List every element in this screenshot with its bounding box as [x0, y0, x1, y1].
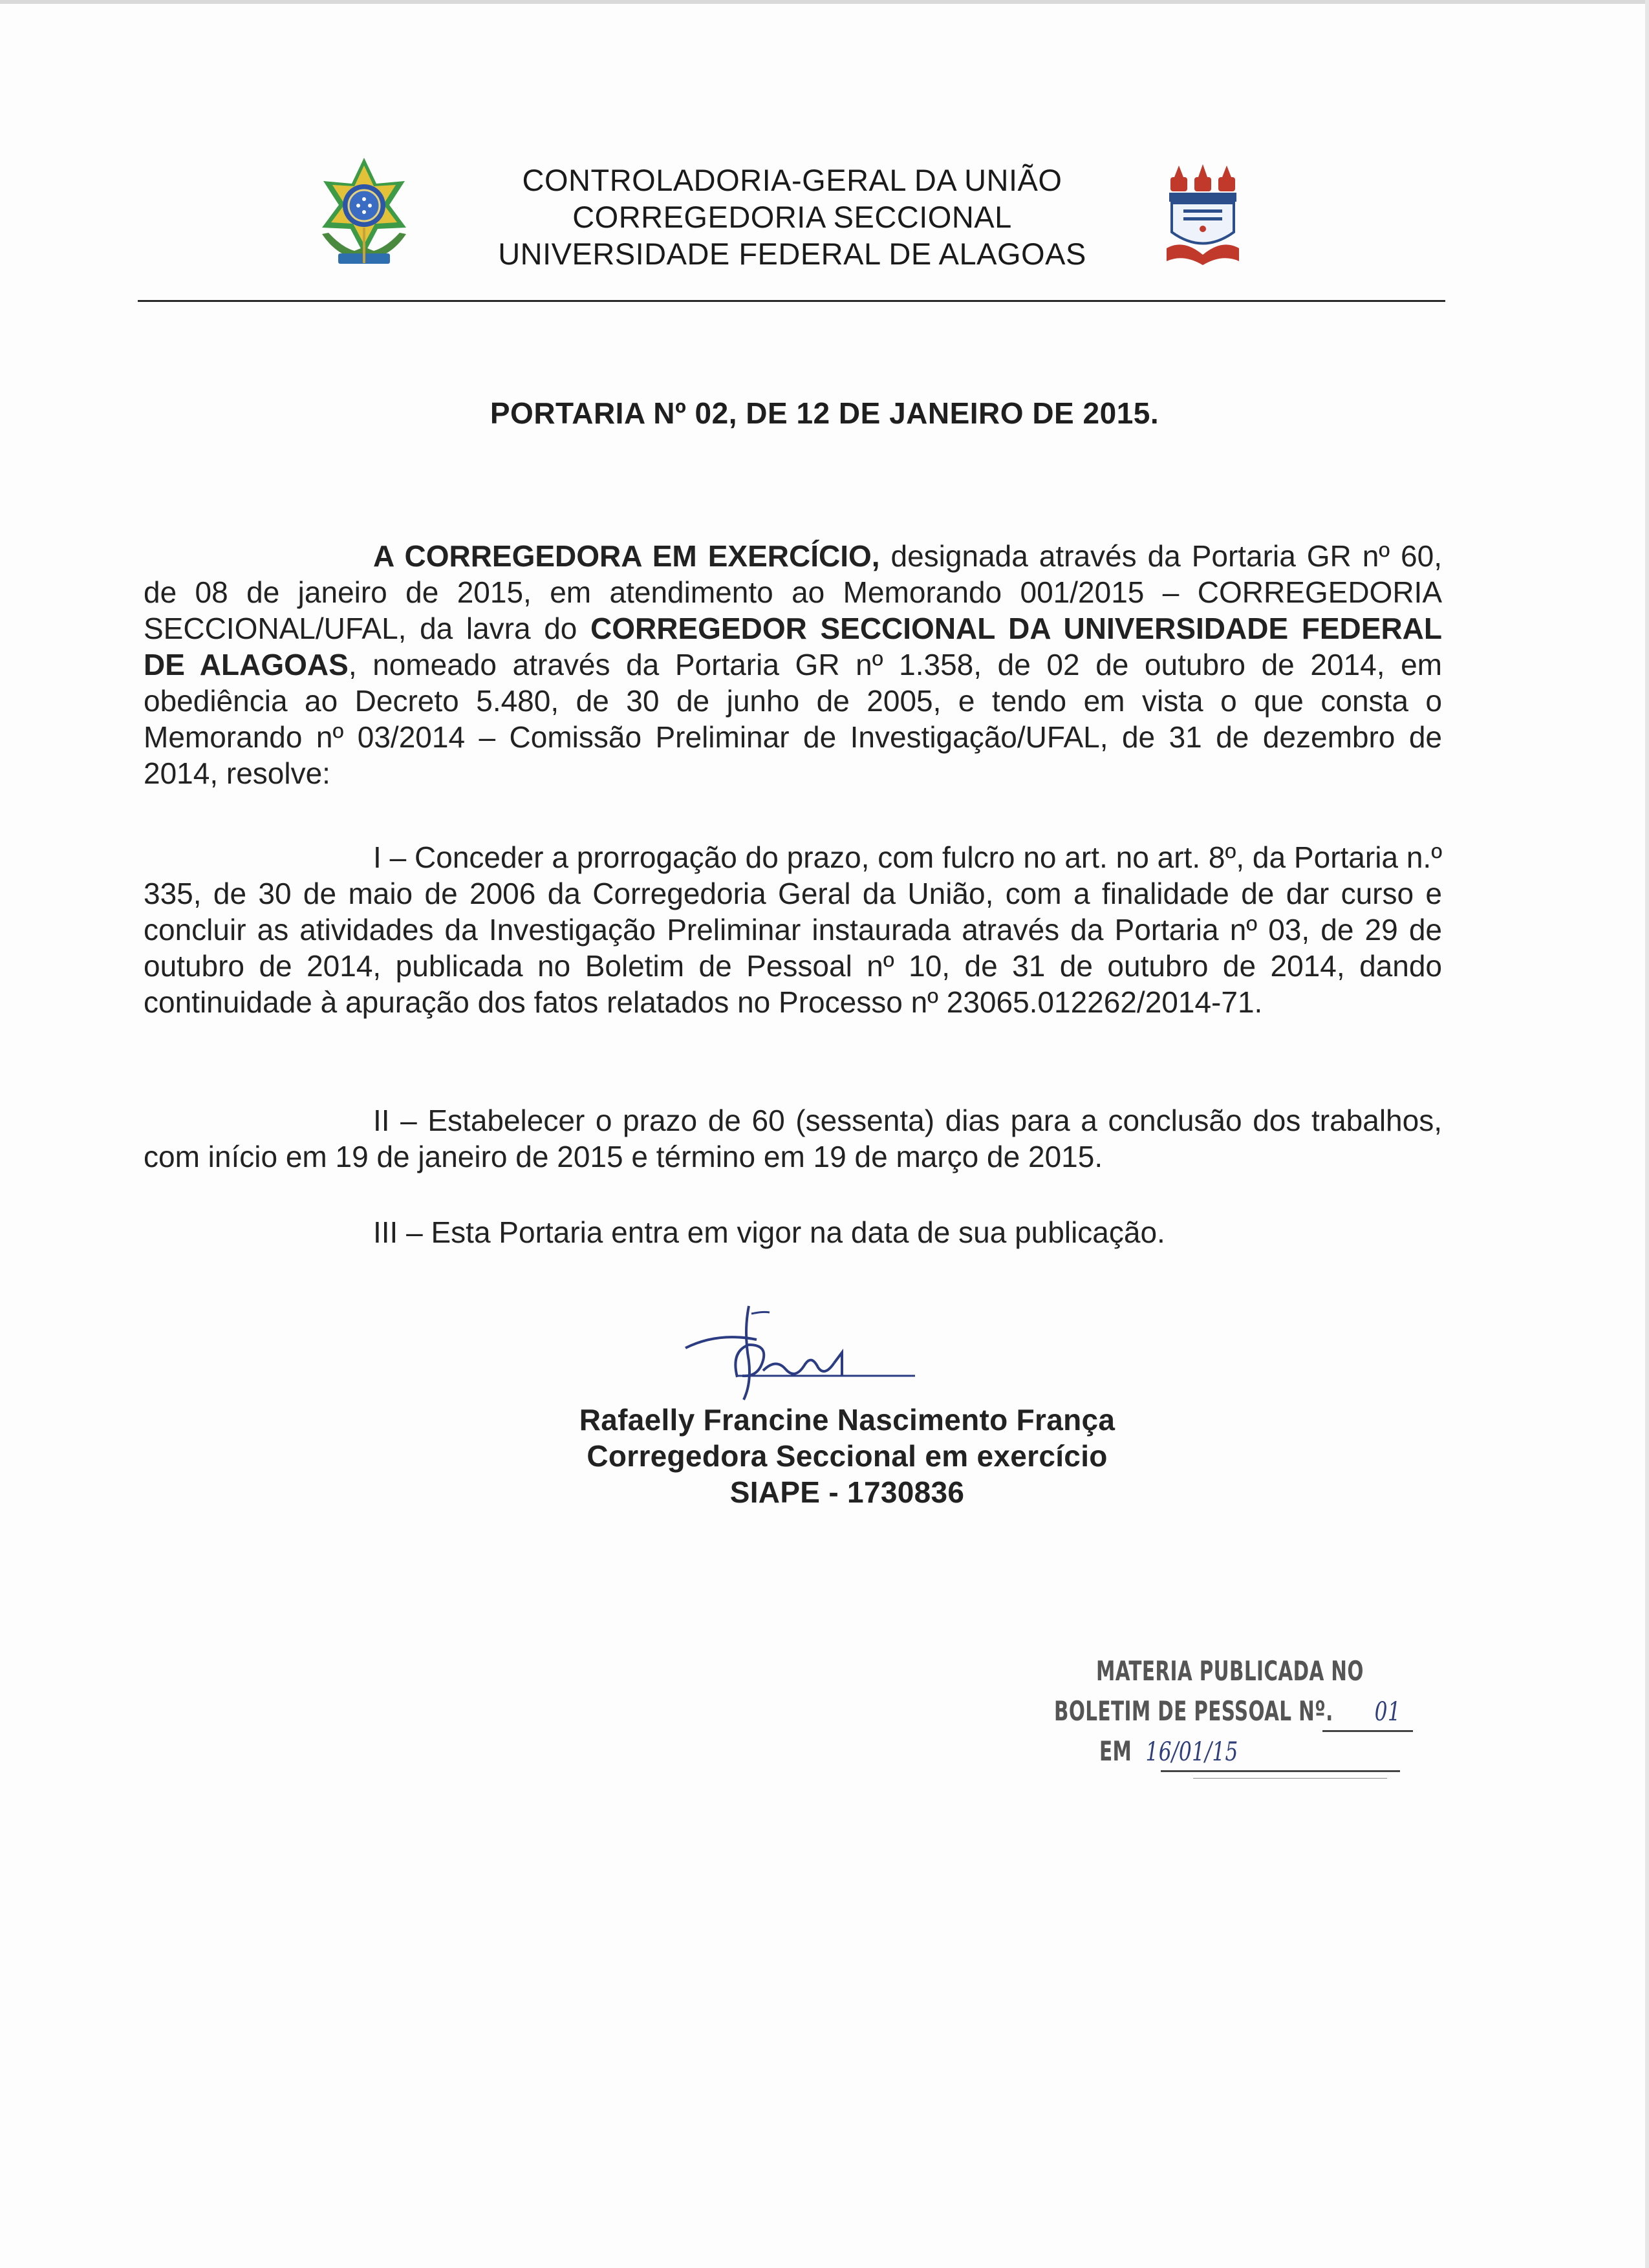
stamp-date-label: EM [1099, 1735, 1132, 1767]
brazil-coat-of-arms-icon [309, 156, 419, 270]
paragraph-article-1 [144, 839, 1442, 1020]
stamp-line-1: MATERIA PUBLICADA NO [1096, 1655, 1364, 1687]
header-line-3: UNIVERSIDADE FEDERAL DE ALAGOAS [498, 237, 1086, 271]
header-line-1: CONTROLADORIA-GERAL DA UNIÃO [522, 163, 1062, 197]
header-rule [138, 300, 1445, 302]
paragraph-preamble [144, 538, 1442, 791]
signatory-name: Rafaelly Francine Nascimento França [579, 1403, 1116, 1437]
signatory-siape: SIAPE - 1730836 [729, 1475, 965, 1509]
preamble-bold-1: A CORREGEDORA EM EXERCÍCIO, [373, 539, 880, 573]
signatory-role: Corregedora Seccional em exercício [587, 1439, 1108, 1473]
ufal-coat-of-arms-icon [1164, 158, 1242, 268]
stamp-underline-3 [1193, 1778, 1387, 1779]
stamp-date-value: 16/01/15 [1145, 1737, 1238, 1767]
article-1-text: I – Conceder a prorrogação do prazo, com fulcro no art. no art. 8º, da Portaria n.º 335, de 30 de maio de 2006 da Corregedoria Geral da União, com a finalidade de dar curso e concluir as atividades da Investigação Preliminar instaurada através da Portaria nº 03, de 29 de outubro de 2014, publicada no Boletim de Pessoal nº 10, de 31 de outubro de 2014, dando continuidade à apuração dos fatos relatados no Processo nº 23065.012262/2014-71. [144, 840, 1442, 1019]
letterhead [0, 149, 1649, 284]
scan-top-edge [0, 0, 1649, 4]
document-title: PORTARIA Nº 02, DE 12 DE JANEIRO DE 2015. [490, 396, 1159, 430]
stamp-bulletin-label: BOLETIM DE PESSOAL Nº. [1054, 1695, 1333, 1727]
header-line-2: CORREGEDORIA SECCIONAL [572, 200, 1012, 234]
stamp-bulletin-number: 01 [1374, 1697, 1401, 1727]
signature-block [362, 1402, 1332, 1510]
preamble-text-1: designada através da Portaria GR nº 60, de 08 de janeiro de 2015, em atendimento ao Memorando 001/2015 – CORREGEDORIA SECCIONAL/UFAL, da lavra do [144, 539, 1442, 645]
stamp-underline-1 [1322, 1730, 1413, 1732]
preamble-text-2: , nomeado através da Portaria GR nº 1.358, de 02 de outubro de 2014, em obediência ao Decreto 5.480, de 30 de junho de 2005, e tendo em vista o que consta o Memorando nº 03/2014 – Comissão Preliminar de Investigação/UFAL, de 31 de dezembro de 2014, resolve: [144, 648, 1442, 790]
paragraph-article-2 [144, 1102, 1442, 1175]
preamble-bold-2: CORREGEDOR SECCIONAL DA UNIVERSIDADE FEDERAL DE ALAGOAS [144, 612, 1442, 681]
article-3-text: III – Esta Portaria entra em vigor na data de sua publicação. [373, 1215, 1165, 1249]
scan-right-edge [1645, 0, 1649, 2268]
publication-stamp [1054, 1655, 1416, 1791]
stamp-line-3 [1099, 1735, 1238, 1767]
article-2-text: II – Estabelecer o prazo de 60 (sessenta) dias para a conclusão dos trabalhos, com início em 19 de janeiro de 2015 e término em 19 de março de 2015. [144, 1104, 1442, 1173]
handwritten-signature [673, 1300, 925, 1403]
stamp-line-2 [1054, 1695, 1401, 1727]
stamp-underline-2 [1161, 1770, 1400, 1772]
paragraph-article-3 [144, 1214, 1442, 1250]
